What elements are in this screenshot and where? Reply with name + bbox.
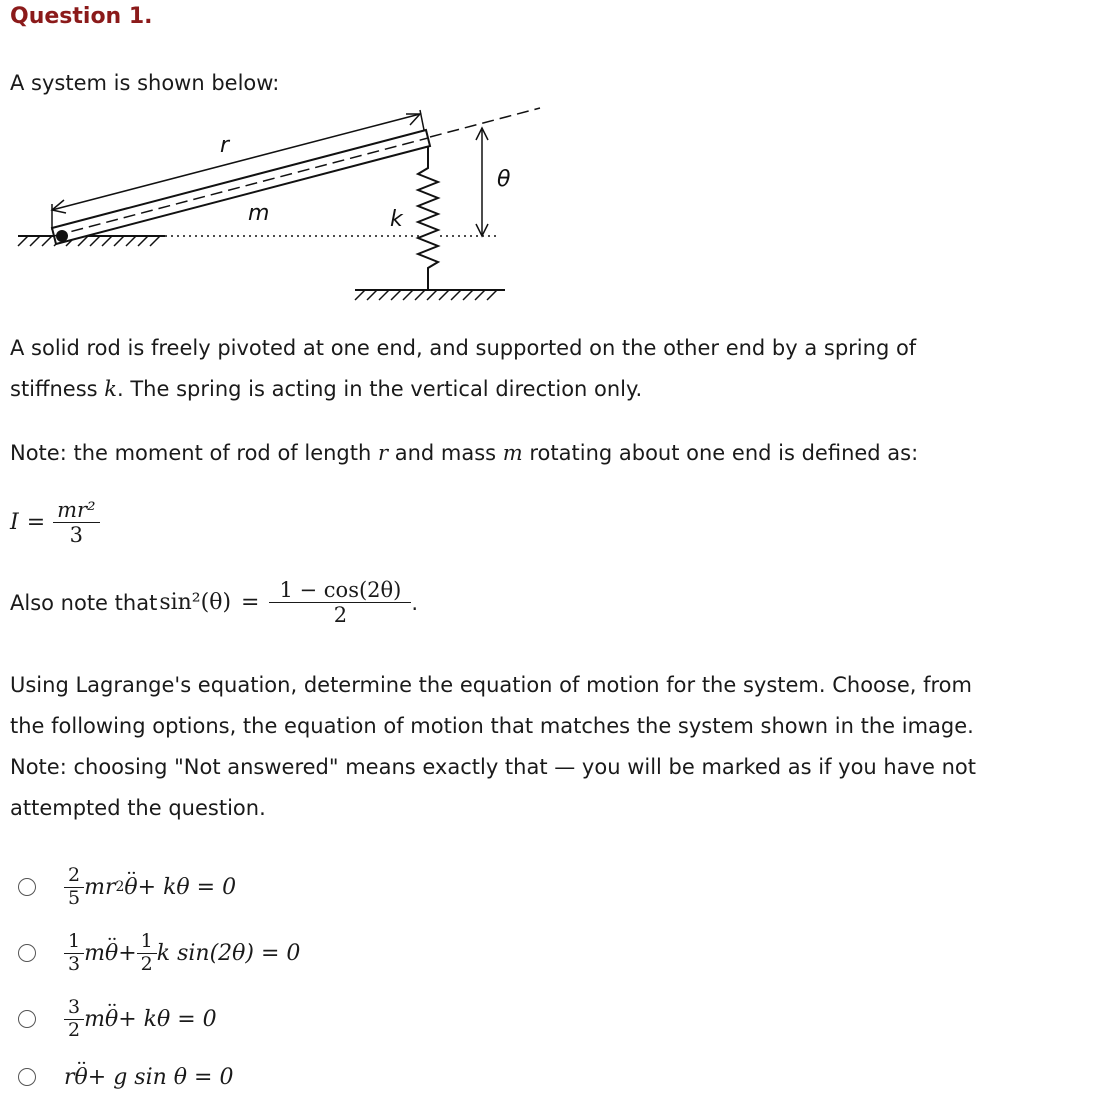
option-3-radio[interactable] (18, 1010, 36, 1028)
intro-text: A system is shown below: (10, 71, 280, 95)
description-line-2: stiffness k. The spring is acting in the vertical direction only. (10, 377, 643, 401)
label-k: k (390, 207, 403, 232)
instructions-line-4: attempted the question. (10, 796, 266, 820)
option-1[interactable] (18, 862, 236, 912)
option-3-equation: $\frac{3}{2}$ m θ ·· + kθ = 0 (64, 997, 217, 1042)
label-r: r (220, 133, 230, 158)
option-1-radio[interactable] (18, 878, 36, 896)
instructions-line-1: Using Lagrange's equation, determine the equation of motion for the system. Choose, from (10, 673, 972, 697)
option-1-equation: $\frac{2}{5}$ mr 2 θ ·· + kθ = 0 (64, 865, 236, 910)
inertia-equation: I = $\frac{\text{mr²}}{3}$ (10, 498, 100, 547)
sin-identity-note: Also note that sin²(θ) = $\frac{1 - \cos(2\theta)}{2}$ . (10, 578, 419, 628)
instructions (10, 665, 1100, 829)
option-4-radio[interactable] (18, 1068, 36, 1086)
option-4-equation: r θ ·· + g sin θ = 0 (64, 1065, 233, 1090)
option-3[interactable] (18, 994, 217, 1044)
instructions-line-3: Note: choosing "Not answered" means exactly that — you will be marked as if you have not (10, 755, 977, 779)
moment-note: Note: the moment of rod of length r and mass m rotating about one end is defined as: (10, 441, 919, 465)
instructions-line-2: the following options, the equation of motion that matches the system shown in the image. (10, 714, 974, 738)
option-2[interactable] (18, 928, 300, 978)
label-theta: θ (497, 167, 511, 192)
question-title: Question 1. (10, 4, 153, 29)
description (10, 328, 1100, 410)
description-line-1: A solid rod is freely pivoted at one end, and supported on the other end by a spring of (10, 336, 917, 360)
option-4[interactable] (18, 1052, 233, 1100)
option-2-equation: $\frac{1}{3}$ m θ ·· + $\frac{1}{2}$ k sin(2θ) = 0 (64, 931, 300, 976)
label-m: m (248, 201, 270, 226)
option-2-radio[interactable] (18, 944, 36, 962)
system-diagram (0, 100, 560, 310)
